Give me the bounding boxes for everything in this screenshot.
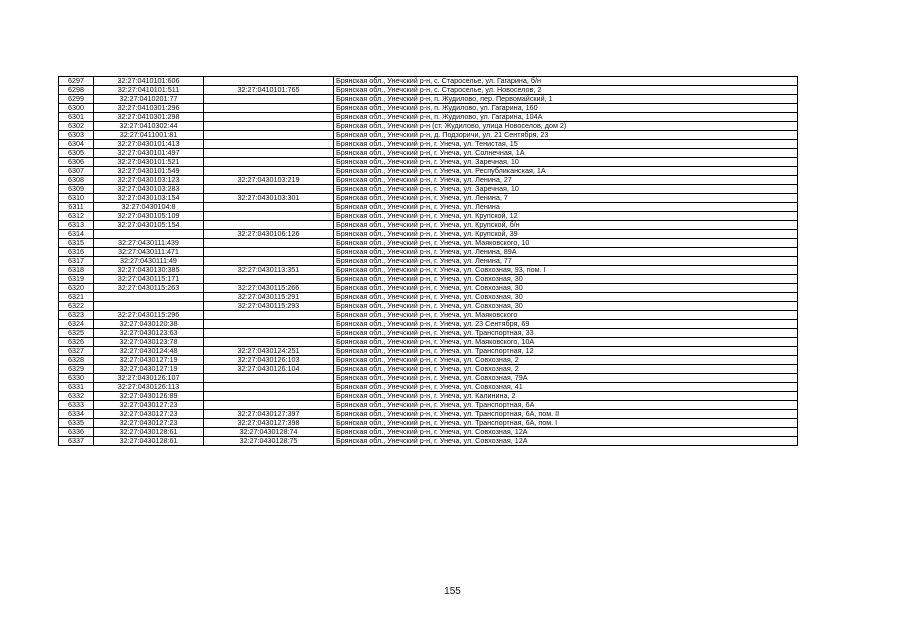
cadastral-number-cell: 32:27:0430111:439 xyxy=(94,239,204,248)
row-number-cell: 6305 xyxy=(59,149,94,158)
object-number-cell xyxy=(204,221,334,230)
row-number-cell: 6315 xyxy=(59,239,94,248)
table-row xyxy=(59,122,798,131)
table-row xyxy=(59,437,798,446)
cadastral-number-cell: 32:27:0430105:154 xyxy=(94,221,204,230)
row-number-cell: 6310 xyxy=(59,194,94,203)
cadastral-number-cell: 32:27:0430111:49 xyxy=(94,257,204,266)
address-cell: Брянская обл., Унечский р-н, г. Унеча, ул. Транспортная, 6А, пом. II xyxy=(334,410,798,419)
object-number-cell: 32:27:0430126:104 xyxy=(204,365,334,374)
table-row xyxy=(59,410,798,419)
address-cell: Брянская обл., Унечский р-н, с. Староселье, ул. Новоселов, 2 xyxy=(334,86,798,95)
row-number-cell: 6298 xyxy=(59,86,94,95)
table-row xyxy=(59,185,798,194)
object-number-cell: 32:27:0430103:219 xyxy=(204,176,334,185)
table-row xyxy=(59,167,798,176)
cadastral-number-cell: 32:27:0430103:283 xyxy=(94,185,204,194)
object-number-cell: 32:27:0410101:765 xyxy=(204,86,334,95)
table-row xyxy=(59,419,798,428)
cadastral-number-cell: 32:27:0430115:171 xyxy=(94,275,204,284)
address-cell: Брянская обл., Унечский р-н, г. Унеча, ул. Транспортная, 6А, пом. I xyxy=(334,419,798,428)
object-number-cell: 32:27:0430106:126 xyxy=(204,230,334,239)
row-number-cell: 6301 xyxy=(59,113,94,122)
table-row xyxy=(59,302,798,311)
object-number-cell xyxy=(204,158,334,167)
table-row xyxy=(59,329,798,338)
object-number-cell xyxy=(204,149,334,158)
table-row xyxy=(59,140,798,149)
object-number-cell xyxy=(204,248,334,257)
row-number-cell: 6312 xyxy=(59,212,94,221)
object-number-cell xyxy=(204,131,334,140)
row-number-cell: 6325 xyxy=(59,329,94,338)
cadastral-number-cell: 32:27:0430101:413 xyxy=(94,140,204,149)
address-cell: Брянская обл., Унечский р-н, г. Унеча, ул. Заречная, 10 xyxy=(334,158,798,167)
table-row xyxy=(59,293,798,302)
address-cell: Брянская обл., Унечский р-н, г. Унеча, ул. Ленина, 7 xyxy=(334,194,798,203)
cadastral-number-cell: 32:27:0410301:298 xyxy=(94,113,204,122)
object-number-cell xyxy=(204,167,334,176)
row-number-cell: 6297 xyxy=(59,77,94,86)
address-cell: Брянская обл., Унечский р-н, г. Унеча, ул. Тенистая, 15 xyxy=(334,140,798,149)
cadastral-number-cell: 32:27:0430111:471 xyxy=(94,248,204,257)
cadastral-number-cell xyxy=(94,230,204,239)
object-number-cell xyxy=(204,338,334,347)
table-row xyxy=(59,392,798,401)
object-number-cell: 32:27:0430115:266 xyxy=(204,284,334,293)
address-cell: Брянская обл., Унечский р-н, г. Унеча, ул. Транспортная, 12 xyxy=(334,347,798,356)
object-number-cell: 32:27:0430103:301 xyxy=(204,194,334,203)
cadastral-number-cell: 32:27:0430127:23 xyxy=(94,410,204,419)
address-cell: Брянская обл., Унечский р-н, г. Унеча, ул. Транспортная, 33 xyxy=(334,329,798,338)
table-row xyxy=(59,428,798,437)
address-cell: Брянская обл., Унечский р-н, г. Унеча, ул. Солнечная, 1А xyxy=(334,149,798,158)
row-number-cell: 6306 xyxy=(59,158,94,167)
cadastral-number-cell: 32:27:0430126:107 xyxy=(94,374,204,383)
object-number-cell xyxy=(204,140,334,149)
object-number-cell: 32:27:0430128:75 xyxy=(204,437,334,446)
row-number-cell: 6328 xyxy=(59,356,94,365)
object-number-cell: 32:27:0430124:251 xyxy=(204,347,334,356)
address-cell: Брянская обл., Унечский р-н, г. Унеча, ул. Совхозная, 30 xyxy=(334,275,798,284)
row-number-cell: 6322 xyxy=(59,302,94,311)
object-number-cell xyxy=(204,311,334,320)
row-number-cell: 6335 xyxy=(59,419,94,428)
address-cell: Брянская обл., Унечский р-н, г. Унеча, ул. Калинина, 2 xyxy=(334,392,798,401)
cadastral-number-cell: 32:27:0410101:511 xyxy=(94,86,204,95)
address-cell: Брянская обл., Унечский р-н, г. Унеча, ул. Ленина xyxy=(334,203,798,212)
table-row xyxy=(59,365,798,374)
row-number-cell: 6317 xyxy=(59,257,94,266)
address-cell: Брянская обл., Унечский р-н, г. Унеча, ул. Заречная, 10 xyxy=(334,185,798,194)
object-number-cell xyxy=(204,122,334,131)
cadastral-number-cell: 32:27:0430126:113 xyxy=(94,383,204,392)
row-number-cell: 6302 xyxy=(59,122,94,131)
address-cell: Брянская обл., Унечский р-н, г. Унеча, ул. 23 Сентября, 69 xyxy=(334,320,798,329)
cadastral-number-cell: 32:27:0411001:81 xyxy=(94,131,204,140)
object-number-cell: 32:27:0430115:291 xyxy=(204,293,334,302)
address-cell: Брянская обл., Унечский р-н, г. Унеча, ул. Маяковского, 10А xyxy=(334,338,798,347)
object-number-cell xyxy=(204,113,334,122)
table-row xyxy=(59,248,798,257)
object-number-cell xyxy=(204,104,334,113)
cadastral-table xyxy=(58,76,798,446)
table-row xyxy=(59,104,798,113)
address-cell: Брянская обл., Унечский р-н (ст. Жудилово, улица Новоселов, дом 2) xyxy=(334,122,798,131)
cadastral-number-cell: 32:27:0430101:497 xyxy=(94,149,204,158)
row-number-cell: 6304 xyxy=(59,140,94,149)
table-row xyxy=(59,266,798,275)
address-cell: Брянская обл., Унечский р-н, г. Унеча, ул. Крупской, 12 xyxy=(334,212,798,221)
table-row xyxy=(59,113,798,122)
cadastral-number-cell: 32:27:0430120:38 xyxy=(94,320,204,329)
table-row xyxy=(59,374,798,383)
address-cell: Брянская обл., Унечский р-н, г. Унеча, ул. Ленина, 27 xyxy=(334,176,798,185)
table-body xyxy=(59,77,798,446)
cadastral-number-cell: 32:27:0430127:23 xyxy=(94,419,204,428)
cadastral-number-cell: 32:27:0430115:263 xyxy=(94,284,204,293)
row-number-cell: 6316 xyxy=(59,248,94,257)
row-number-cell: 6307 xyxy=(59,167,94,176)
table-row xyxy=(59,257,798,266)
address-cell: Брянская обл., Унечский р-н, г. Унеча, ул. Совхозная, 30 xyxy=(334,284,798,293)
cadastral-number-cell: 32:27:0410301:296 xyxy=(94,104,204,113)
address-cell: Брянская обл., Унечский р-н, г. Унеча, ул. Совхозная, 2 xyxy=(334,356,798,365)
cadastral-number-cell: 32:27:0430127:23 xyxy=(94,401,204,410)
cadastral-number-cell: 32:27:0430128:61 xyxy=(94,437,204,446)
row-number-cell: 6323 xyxy=(59,311,94,320)
address-cell: Брянская обл., Унечский р-н, г. Унеча, ул. Совхозная, 30 xyxy=(334,302,798,311)
object-number-cell xyxy=(204,383,334,392)
cadastral-number-cell: 32:27:0410302:44 xyxy=(94,122,204,131)
cadastral-number-cell: 32:27:0430126:89 xyxy=(94,392,204,401)
cadastral-number-cell: 32:27:0410201:77 xyxy=(94,95,204,104)
row-number-cell: 6334 xyxy=(59,410,94,419)
table-row xyxy=(59,239,798,248)
address-cell: Брянская обл., Унечский р-н, г. Унеча, ул. Ленина, 77 xyxy=(334,257,798,266)
object-number-cell xyxy=(204,329,334,338)
cadastral-number-cell: 32:27:0430103:154 xyxy=(94,194,204,203)
cadastral-number-cell: 32:27:0430130:385 xyxy=(94,266,204,275)
address-cell: Брянская обл., Унечский р-н, г. Унеча, ул. Крупской, 39 xyxy=(334,230,798,239)
address-cell: Брянская обл., Унечский р-н, г. Унеча, ул. Совхозная, 41 xyxy=(334,383,798,392)
object-number-cell: 32:27:0430127:397 xyxy=(204,410,334,419)
address-cell: Брянская обл., Унечский р-н, г. Унеча, ул. Совхозная, 79А xyxy=(334,374,798,383)
table-row xyxy=(59,284,798,293)
object-number-cell: 32:27:0430127:398 xyxy=(204,419,334,428)
row-number-cell: 6309 xyxy=(59,185,94,194)
cadastral-number-cell: 32:27:0430127:19 xyxy=(94,356,204,365)
address-cell: Брянская обл., Унечский р-н, г. Унеча, ул. Совхозная, 30 xyxy=(334,293,798,302)
object-number-cell xyxy=(204,320,334,329)
row-number-cell: 6308 xyxy=(59,176,94,185)
address-cell: Брянская обл., Унечский р-н, с. Староселье, ул. Гагарина, б/н xyxy=(334,77,798,86)
table-row xyxy=(59,149,798,158)
object-number-cell: 32:27:0430113:351 xyxy=(204,266,334,275)
row-number-cell: 6337 xyxy=(59,437,94,446)
row-number-cell: 6318 xyxy=(59,266,94,275)
table-row xyxy=(59,86,798,95)
object-number-cell xyxy=(204,275,334,284)
row-number-cell: 6333 xyxy=(59,401,94,410)
object-number-cell xyxy=(204,77,334,86)
table-row xyxy=(59,203,798,212)
row-number-cell: 6324 xyxy=(59,320,94,329)
object-number-cell: 32:27:0430126:103 xyxy=(204,356,334,365)
address-cell: Брянская обл., Унечский р-н, п. Жудилово, ул. Гагарина, 104А xyxy=(334,113,798,122)
object-number-cell xyxy=(204,185,334,194)
cadastral-number-cell: 32:27:0430123:78 xyxy=(94,338,204,347)
object-number-cell xyxy=(204,392,334,401)
object-number-cell xyxy=(204,239,334,248)
cadastral-number-cell xyxy=(94,293,204,302)
cadastral-number-cell: 32:27:0430101:549 xyxy=(94,167,204,176)
object-number-cell: 32:27:0430128:74 xyxy=(204,428,334,437)
row-number-cell: 6329 xyxy=(59,365,94,374)
table-row xyxy=(59,401,798,410)
object-number-cell: 32:27:0430115:293 xyxy=(204,302,334,311)
cadastral-number-cell: 32:27:0430105:109 xyxy=(94,212,204,221)
page-number: 155 xyxy=(444,586,461,597)
table-row xyxy=(59,95,798,104)
row-number-cell: 6327 xyxy=(59,347,94,356)
table-row xyxy=(59,383,798,392)
table-row xyxy=(59,320,798,329)
address-cell: Брянская обл., Унечский р-н, г. Унеча, ул. Маяковского, 10 xyxy=(334,239,798,248)
address-cell: Брянская обл., Унечский р-н, п. Жудилово, пер. Первомайский, 1 xyxy=(334,95,798,104)
row-number-cell: 6331 xyxy=(59,383,94,392)
row-number-cell: 6319 xyxy=(59,275,94,284)
table-row xyxy=(59,131,798,140)
row-number-cell: 6311 xyxy=(59,203,94,212)
address-cell: Брянская обл., Унечский р-н, г. Унеча, ул. Маяковского xyxy=(334,311,798,320)
row-number-cell: 6314 xyxy=(59,230,94,239)
table-row xyxy=(59,356,798,365)
row-number-cell: 6300 xyxy=(59,104,94,113)
cadastral-number-cell xyxy=(94,302,204,311)
cadastral-number-cell: 32:27:0430103:123 xyxy=(94,176,204,185)
table-row xyxy=(59,212,798,221)
cadastral-number-cell: 32:27:0430127:19 xyxy=(94,365,204,374)
cadastral-number-cell: 32:27:0430104:8 xyxy=(94,203,204,212)
table-row xyxy=(59,176,798,185)
table-row xyxy=(59,338,798,347)
row-number-cell: 6313 xyxy=(59,221,94,230)
object-number-cell xyxy=(204,374,334,383)
row-number-cell: 6326 xyxy=(59,338,94,347)
address-cell: Брянская обл., Унечский р-н, г. Унеча, ул. Совхозная, 2 xyxy=(334,365,798,374)
table-row xyxy=(59,221,798,230)
row-number-cell: 6321 xyxy=(59,293,94,302)
table-row xyxy=(59,230,798,239)
cadastral-number-cell: 32:27:0430123:63 xyxy=(94,329,204,338)
table-row xyxy=(59,194,798,203)
object-number-cell xyxy=(204,203,334,212)
cadastral-number-cell: 32:27:0410101:606 xyxy=(94,77,204,86)
table-row xyxy=(59,347,798,356)
table-row xyxy=(59,77,798,86)
address-cell: Брянская обл., Унечский р-н, г. Унеча, ул. Совхозная, 12А xyxy=(334,428,798,437)
address-cell: Брянская обл., Унечский р-н, г. Унеча, ул. Совхозная, 93, пом. I xyxy=(334,266,798,275)
cadastral-number-cell: 32:27:0430115:296 xyxy=(94,311,204,320)
object-number-cell xyxy=(204,257,334,266)
table-row xyxy=(59,158,798,167)
address-cell: Брянская обл., Унечский р-н, д. Подзоричи, ул. 21 Сентября, 23 xyxy=(334,131,798,140)
address-cell: Брянская обл., Унечский р-н, г. Унеча, ул. Транспортная, 6А xyxy=(334,401,798,410)
address-cell: Брянская обл., Унечский р-н, п. Жудилово, ул. Гагарина, 160 xyxy=(334,104,798,113)
address-cell: Брянская обл., Унечский р-н, г. Унеча, ул. Крупской, б/н xyxy=(334,221,798,230)
object-number-cell xyxy=(204,212,334,221)
cadastral-number-cell: 32:27:0430128:61 xyxy=(94,428,204,437)
row-number-cell: 6320 xyxy=(59,284,94,293)
row-number-cell: 6303 xyxy=(59,131,94,140)
address-cell: Брянская обл., Унечский р-н, г. Унеча, ул. Совхозная, 12А xyxy=(334,437,798,446)
row-number-cell: 6332 xyxy=(59,392,94,401)
row-number-cell: 6299 xyxy=(59,95,94,104)
object-number-cell xyxy=(204,95,334,104)
address-cell: Брянская обл., Унечский р-н, г. Унеча, ул. Республиканская, 1А xyxy=(334,167,798,176)
cadastral-number-cell: 32:27:0430124:48 xyxy=(94,347,204,356)
object-number-cell xyxy=(204,401,334,410)
table-row xyxy=(59,275,798,284)
address-cell: Брянская обл., Унечский р-н, г. Унеча, ул. Ленина, 89А xyxy=(334,248,798,257)
row-number-cell: 6330 xyxy=(59,374,94,383)
cadastral-number-cell: 32:27:0430101:521 xyxy=(94,158,204,167)
table-row xyxy=(59,311,798,320)
row-number-cell: 6336 xyxy=(59,428,94,437)
